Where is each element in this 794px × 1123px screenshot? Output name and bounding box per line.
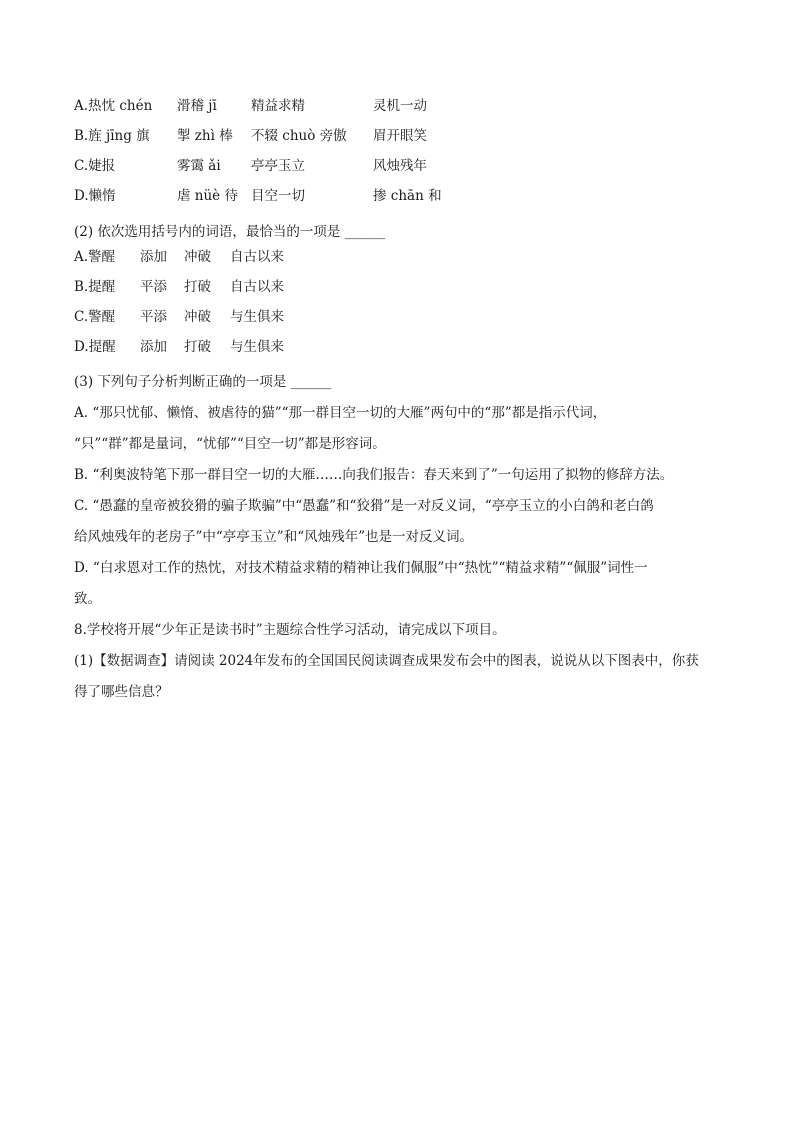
- q3-option-a-line1: A. “那只忧郁、懒惰、被虐待的猫”“那一群目空一切的大雁”两句中的“那”都是指示代词，: [74, 405, 607, 421]
- q1-option-d-word1: D.懒惰: [74, 188, 116, 204]
- q1-option-row-c: [74, 156, 494, 176]
- q2-option-d-word1: 添加: [140, 339, 167, 355]
- q1-option-b-word4: 眉开眼笑: [373, 128, 427, 144]
- q1-option-d-word3: 目空一切: [251, 188, 305, 204]
- q1-option-b-word1: B.旌 jīng 旗: [74, 128, 150, 144]
- q2-option-a-word2: 冲破: [184, 249, 211, 265]
- q1-option-a-word3: 精益求精: [251, 98, 305, 114]
- q2-option-c-label: C.警醒: [74, 309, 116, 325]
- q3-option-d-line1: D. “白求恩对工作的热忱，对技术精益求精的精神让我们佩服”中“热忱”“精益求精”“佩服”词性一: [74, 560, 648, 576]
- q1-option-c-word2: 雾霭 ǎi: [177, 158, 221, 174]
- q1-option-b-word3: 不辍 chuò 旁傲: [251, 128, 347, 144]
- q3-option-a-line2: “只”“群”都是量词，“忧郁”“目空一切”都是形容词。: [74, 436, 386, 452]
- q2-stem: (2) 依次选用括号内的词语，最恰当的一项是 ______: [74, 224, 386, 240]
- q1-option-d-word2: 虐 nüè 待: [177, 188, 238, 204]
- q3-option-b: B. “利奥波特笔下那一群目空一切的大雁……向我们报告：春天来到了”一句运用了拟物的修辞方法。: [74, 467, 674, 483]
- q2-option-d-label: D.提醒: [74, 339, 116, 355]
- q1-option-row-a: [74, 96, 494, 116]
- q2-option-a-label: A.警醒: [74, 249, 116, 265]
- q3-stem: (3) 下列句子分析判断正确的一项是 ______: [74, 374, 332, 390]
- q2-option-d-word2: 打破: [184, 339, 211, 355]
- q2-option-c-word3: 与生俱来: [230, 309, 284, 325]
- q3-option-c-line2: 给风烛残年的老房子”中“亭亭玉立”和“风烛残年”也是一对反义词。: [74, 529, 474, 545]
- q1-option-c-word4: 风烛残年: [373, 158, 427, 174]
- q8-part1-line2: 得了哪些信息？: [74, 684, 169, 700]
- q1-option-c-word1: C.婕报: [74, 158, 116, 174]
- q2-option-b-word1: 平添: [140, 279, 167, 295]
- q3-option-c-line1: C. “愚蠢的皇帝被狡猾的骗子欺骗”中“愚蠢”和“狡猾”是一对反义词，“亭亭玉立的小白鸽和老白鸽: [74, 498, 654, 514]
- q2-option-d-word3: 与生俱来: [230, 339, 284, 355]
- q2-option-row-a: [74, 247, 334, 267]
- q2-option-row-d: [74, 337, 334, 357]
- q2-option-c-word2: 冲破: [184, 309, 211, 325]
- q1-option-row-b: [74, 126, 494, 146]
- q2-option-row-b: [74, 277, 334, 297]
- q1-option-c-word3: 亭亭玉立: [251, 158, 305, 174]
- q8-part1-line1: (1)【数据调查】请阅读 2024年发布的全国国民阅读调查成果发布会中的图表，说说从以下图表中，你获: [74, 653, 699, 669]
- q1-option-row-d: [74, 186, 494, 206]
- q2-option-c-word1: 平添: [140, 309, 167, 325]
- q3-option-d-line2: 致。: [74, 591, 101, 607]
- q1-option-d-word4: 掺 chān 和: [373, 188, 442, 204]
- q2-option-a-word3: 自古以来: [230, 249, 284, 265]
- q2-option-a-word1: 添加: [140, 249, 167, 265]
- q2-option-b-label: B.提醒: [74, 279, 116, 295]
- q1-option-a-word2: 滑稽 jī: [177, 98, 217, 114]
- q2-option-b-word2: 打破: [184, 279, 211, 295]
- q1-option-a-word1: A.热忱 chén: [74, 98, 153, 114]
- q1-option-a-word4: 灵机一动: [373, 98, 427, 114]
- q2-option-row-c: [74, 307, 334, 327]
- q1-option-b-word2: 掣 zhì 棒: [177, 128, 233, 144]
- q2-option-b-word3: 自古以来: [230, 279, 284, 295]
- q8-heading: 8.学校将开展“少年正是读书时”主题综合性学习活动，请完成以下项目。: [74, 622, 506, 638]
